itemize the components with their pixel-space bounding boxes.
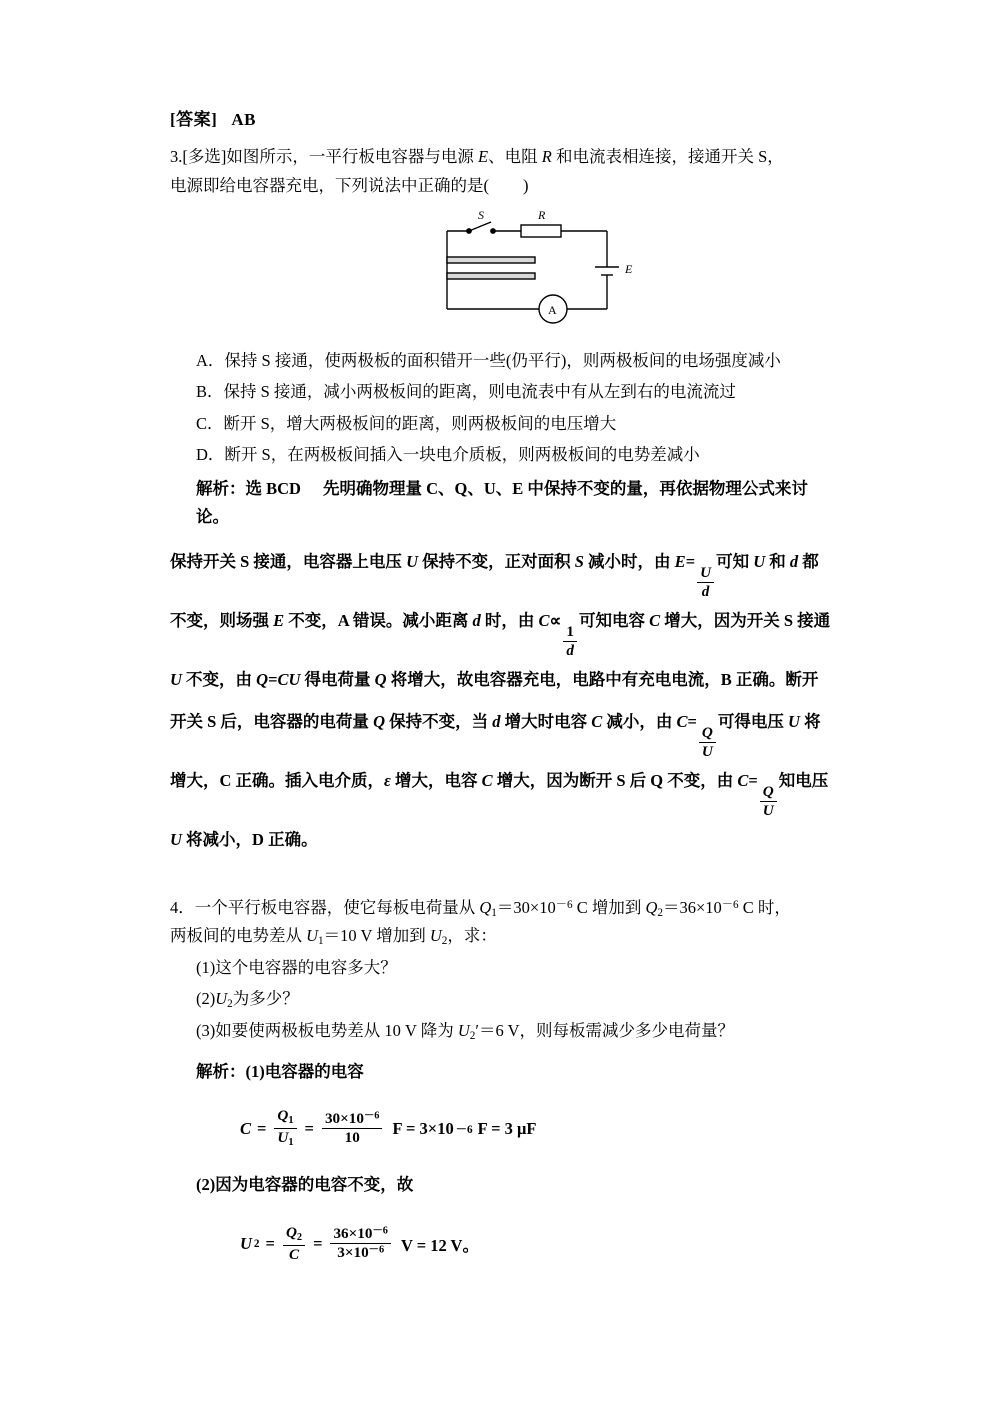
t: (3)如要使两极板电势差从 10 V 降为 <box>196 1021 458 1041</box>
q4-number: 4． <box>170 898 195 918</box>
t: 和 <box>765 551 790 571</box>
q3-sol-line-2 <box>170 600 835 659</box>
q3-sym-R: R <box>541 147 552 166</box>
q3-sol-line-6 <box>170 819 835 861</box>
q3-tag: [多选] <box>182 147 227 166</box>
sub: 2 <box>469 1030 476 1043</box>
sym-U: U <box>406 551 418 571</box>
q4-equation-1: C = $\frac{Q_1}{U_1}$ = $\frac{30\times 10^{-6}}{10}$ F = 3×10 －6 F = 3 μF <box>240 1107 537 1148</box>
q3-sym-E: E <box>478 147 489 166</box>
sub: 2 <box>441 934 448 947</box>
t: = <box>304 1118 314 1138</box>
sym-d: d <box>472 610 481 630</box>
t: (2) <box>196 988 216 1008</box>
t: 将减小，D 正确。 <box>181 830 318 850</box>
question-3 <box>170 144 835 199</box>
q3-text-1: 如图所示，一平行板电容器与电源 <box>226 147 478 166</box>
q3-number: 3. <box>170 147 183 166</box>
sub: 2 <box>227 998 233 1011</box>
circuit-diagram-svg <box>425 211 655 331</box>
sub: 2 <box>657 907 663 920</box>
sym-E: E <box>273 610 285 630</box>
t: V = 12 V。 <box>400 1235 479 1255</box>
sym-Q: Q <box>373 711 385 731</box>
q3-sol-intro: 先明确物理量 C、Q、U、E 中保持不变的量，再依据物理公式来讨论。 <box>196 478 808 526</box>
sym-epsilon: ε <box>384 771 391 791</box>
sym-U: U <box>170 830 182 850</box>
figure-label-A: A <box>548 303 557 318</box>
sym-U2: U <box>429 925 442 945</box>
sym-C: C <box>240 1118 252 1138</box>
sym-CU: CU <box>277 669 301 689</box>
t: 将增大，故电容器充电，电路中有充电电流，B 正确。断开 <box>386 669 819 689</box>
t: 不变，由 <box>181 669 257 689</box>
exp: －6 <box>721 899 739 912</box>
sym-Q2: Q <box>645 898 658 918</box>
t: ＝6 V，则每板需减少多少电荷量？ <box>479 1021 734 1041</box>
sub: 1 <box>318 934 324 947</box>
q4-sub-1: (1)这个电容器的电容多大？ <box>196 957 397 977</box>
q3-line2-text: 电源即给电容器充电，下列说法中正确的是( <box>170 175 489 195</box>
q4-sub-3 <box>170 1017 835 1046</box>
sym-C: C <box>481 771 493 791</box>
t: = <box>313 1233 323 1253</box>
sym-d: d <box>492 711 501 731</box>
q4-line-2 <box>170 923 835 950</box>
sym-U: U <box>788 711 800 731</box>
q3-line2 <box>170 173 835 200</box>
figure-label-E: E <box>625 262 633 277</box>
option-d: D．断开 S，在两极板间插入一块电介质板，则两极板间的电势差减小 <box>196 444 700 464</box>
t: C 增加到 <box>572 898 646 918</box>
question-4 <box>170 895 835 950</box>
fraction-36e-6-3e-6: $\frac{36\times 10^{-6}}{3\times 10^{-6}}$ <box>330 1226 390 1261</box>
t: 开关 S 后，电容器的电荷量 <box>170 711 374 731</box>
sym-C: C <box>649 610 661 630</box>
sym-Q1: Q <box>479 898 492 918</box>
t: = <box>268 669 278 689</box>
t: = <box>257 1118 267 1138</box>
q4-solution-head-2: (2)因为电容器的电容不变，故 <box>196 1174 414 1194</box>
t: 增大，因为开关 S 接通 <box>660 610 831 630</box>
t: 得电荷量 <box>300 669 375 689</box>
sym-U1: U <box>306 925 319 945</box>
exp: －6 <box>555 899 573 912</box>
circuit-figure <box>170 211 835 331</box>
t: 增大时电容 <box>500 711 592 731</box>
q4-equation-2: U 2 = $\frac{Q_2}{C}$ = $\frac{36\times 10^{-6}}{3\times 10^{-6}}$ V = 12 V。 <box>240 1223 479 1263</box>
q3-solution-head <box>170 475 835 531</box>
q3-sol-line-3 <box>170 659 835 701</box>
q3-line2-end: ) <box>523 175 529 195</box>
t: ＝36×10 <box>662 898 722 918</box>
t: 可知电容 <box>578 610 650 630</box>
sym-C: C <box>591 711 603 731</box>
t: 增大，C 正确。插入电介质， <box>170 771 385 791</box>
q3-text-3: 和电流表相连接，接通开关 S， <box>551 147 784 166</box>
t: 保持不变，当 <box>384 711 493 731</box>
t: 增大，电容 <box>390 771 482 791</box>
t: 两板间的电势差从 <box>170 925 307 945</box>
sym-d: d <box>789 551 799 571</box>
sym-U2: U <box>215 988 228 1008</box>
t: = <box>685 551 696 571</box>
q3-sol-label: 解析：选 BCD <box>196 478 301 498</box>
t: 一个平行板电容器，使它每板电荷量从 <box>194 898 480 918</box>
t: 可得电压 <box>717 711 789 731</box>
q3-sol-line-5 <box>170 760 835 819</box>
answer-line <box>170 105 835 130</box>
page-content <box>170 105 835 1284</box>
t: C 时， <box>738 898 791 918</box>
q4-solution-head: 解析：(1)电容器的电容 <box>196 1062 364 1082</box>
t: 可知 <box>716 551 754 571</box>
t: 知电压 <box>778 771 829 791</box>
option-b: B．保持 S 接通，减小两极板间的距离，则电流表中有从左到右的电流流过 <box>196 382 736 402</box>
t: = <box>265 1233 275 1253</box>
sym-U: U <box>170 669 182 689</box>
sym-Q: Q <box>256 669 269 689</box>
option-c: C．断开 S，增大两极板间的距离，则两极板间的电压增大 <box>196 413 617 433</box>
t: 减小时，由 <box>583 551 675 571</box>
t: 保持开关 S 接通，电容器上电压 <box>170 551 407 571</box>
sym-Q: Q <box>374 669 387 689</box>
t: = <box>687 711 697 731</box>
answer-label: [答案] <box>170 110 218 129</box>
fraction-Q2-C: $\frac{Q_2}{C}$ <box>283 1225 305 1263</box>
t: ，求： <box>447 925 497 945</box>
q4-sub-2 <box>170 985 835 1014</box>
option-a: A．保持 S 接通，使两极板的面积错开一些(仍平行)，则两极板间的电场强度减小 <box>196 351 781 371</box>
t: 为多少？ <box>232 988 299 1008</box>
t: ＝30×10 <box>496 898 556 918</box>
sym-U2: U <box>457 1021 470 1041</box>
sym-C: C <box>538 610 550 630</box>
fraction-U-d: $\frac{U}{d}$ <box>697 565 714 600</box>
t: 保持不变，正对面积 <box>417 551 575 571</box>
t: ＝10 V 增加到 <box>323 925 430 945</box>
sym-C: C <box>676 711 688 731</box>
prime: ′ <box>475 1021 479 1041</box>
answer-value: AB <box>231 110 256 129</box>
t: F = 3 μF <box>477 1118 537 1138</box>
t: F = 3×10 <box>392 1118 454 1138</box>
t: 不变，则场强 <box>170 610 274 630</box>
q3-solution-body <box>170 541 835 862</box>
sym-U: U <box>753 551 766 571</box>
sym-E: E <box>674 551 686 571</box>
fraction-1-d: $\frac{1}{d}$ <box>563 624 577 659</box>
figure-label-S: S <box>478 211 484 223</box>
sym-C: C <box>737 771 749 791</box>
sub: 1 <box>491 907 497 920</box>
t: 减小，由 <box>602 711 677 731</box>
t: 不变，A 错误。减小距离 <box>284 610 473 630</box>
q3-text-2: 、电阻 <box>488 147 542 166</box>
t: 时，由 <box>480 610 539 630</box>
fraction-Q1-U1: $\frac{Q_1}{U_1}$ <box>274 1108 296 1148</box>
t: 增大，因为断开 S 后 Q 不变，由 <box>492 771 738 791</box>
t: = <box>748 771 758 791</box>
q3-sol-line-1 <box>170 541 835 600</box>
fraction-Q-U: $\frac{Q}{U}$ <box>699 725 716 760</box>
q3-sol-line-4 <box>170 701 835 760</box>
t: 将 <box>799 711 821 731</box>
sym-S: S <box>574 551 584 571</box>
t: ∝ <box>549 610 562 630</box>
t: 都 <box>798 551 819 571</box>
fraction-Q-U-2: $\frac{Q}{U}$ <box>760 784 777 819</box>
figure-label-R: R <box>538 211 546 223</box>
q4-line-1 <box>170 895 835 922</box>
sym-U2: U <box>240 1233 252 1253</box>
fraction-30e-6-10: $\frac{30\times 10^{-6}}{10}$ <box>322 1111 382 1146</box>
